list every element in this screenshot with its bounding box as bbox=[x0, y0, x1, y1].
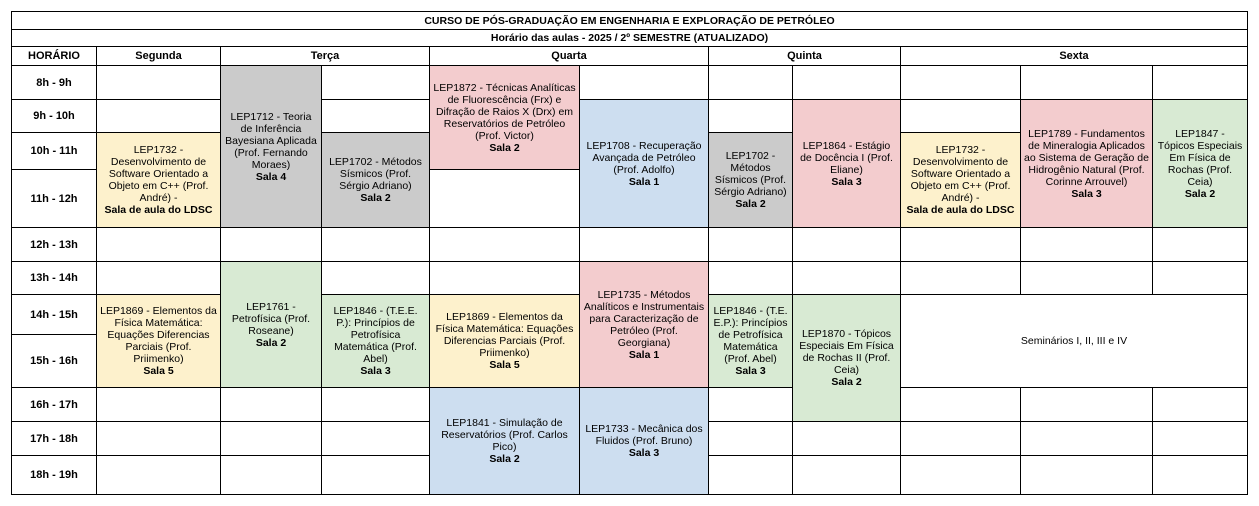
empty-slot bbox=[96, 99, 221, 133]
time-slot: 12h - 13h bbox=[11, 227, 97, 262]
empty-slot bbox=[708, 99, 793, 133]
course-block bbox=[1152, 99, 1248, 228]
empty-slot bbox=[321, 65, 430, 100]
empty-slot bbox=[220, 455, 322, 495]
course-text: LEP1733 - Mecânica dos Fluidos (Prof. Bruno) bbox=[585, 423, 703, 447]
empty-slot bbox=[792, 455, 901, 495]
course-room: Sala 5 bbox=[489, 359, 520, 371]
course-room: Sala 2 bbox=[735, 198, 766, 210]
empty-slot bbox=[1020, 455, 1153, 495]
empty-slot bbox=[792, 65, 901, 100]
course-block bbox=[1020, 99, 1153, 228]
empty-slot bbox=[1020, 65, 1153, 100]
empty-slot bbox=[96, 455, 221, 495]
time-slot: 8h - 9h bbox=[11, 65, 97, 100]
course-text: LEP1708 - Recuperação Avançada de Petróleo (Prof. Adolfo) bbox=[586, 139, 702, 176]
empty-slot bbox=[792, 421, 901, 456]
empty-slot bbox=[708, 421, 793, 456]
course-room: Sala 2 bbox=[831, 376, 862, 388]
course-block bbox=[429, 294, 580, 388]
empty-slot bbox=[579, 65, 709, 100]
empty-slot bbox=[900, 455, 1021, 495]
time-slot: 11h - 12h bbox=[11, 169, 97, 228]
course-text: LEP1872 - Técnicas Analíticas de Fluorescência (Frx) e Difração de Raios X (Drx) em Reservatórios de Petróleo (Prof. Victor) bbox=[433, 81, 576, 142]
empty-slot bbox=[220, 387, 322, 422]
course-block bbox=[708, 294, 793, 388]
column-header-wednesday: Quarta bbox=[429, 46, 709, 66]
course-text: LEP1735 - Métodos Analíticos e Instrumentais para Caracterização de Petróleo (Prof. Georgiana) bbox=[583, 288, 705, 349]
time-slot: 9h - 10h bbox=[11, 99, 97, 133]
empty-slot bbox=[321, 421, 430, 456]
empty-slot bbox=[579, 227, 709, 262]
seminars-block bbox=[900, 294, 1248, 388]
course-text: LEP1789 - Fundamentos de Mineralogia Aplicados ao Sistema de Geração de Hidrogênio Natural (Prof. Corinne Arrouvel) bbox=[1024, 127, 1149, 188]
course-room: Sala 3 bbox=[360, 365, 391, 377]
page-subtitle: Horário das aulas - 2025 / 2º SEMESTRE (ATUALIZADO) bbox=[11, 29, 1248, 47]
empty-slot bbox=[792, 261, 901, 295]
empty-slot bbox=[321, 455, 430, 495]
course-block bbox=[579, 99, 709, 228]
course-room: Sala 3 bbox=[831, 175, 862, 188]
empty-slot bbox=[1152, 455, 1248, 495]
empty-slot bbox=[429, 169, 580, 228]
time-slot: 16h - 17h bbox=[11, 387, 97, 422]
course-room: Sala 2 bbox=[489, 453, 520, 465]
course-room: Sala 2 bbox=[360, 192, 391, 204]
course-text: LEP1846 - (T.E. E.P.): Princípios de Petrofísica Matemática (Prof. Abel) bbox=[713, 305, 788, 365]
time-slot: 17h - 18h bbox=[11, 421, 97, 456]
course-text: LEP1712 - Teoria de Inferência Bayesiana Aplicada (Prof. Fernando Moraes) bbox=[225, 110, 317, 171]
time-slot: 13h - 14h bbox=[11, 261, 97, 295]
course-text: LEP1869 - Elementos da Física Matemática: Equações Diferencias Parciais (Prof. Priimenko) bbox=[100, 305, 217, 365]
course-text: LEP1846 - (T.E.E. P.): Princípios de Petrofísica Matemática (Prof. Abel) bbox=[333, 305, 418, 365]
course-block bbox=[792, 294, 901, 422]
empty-slot bbox=[708, 227, 793, 262]
empty-slot bbox=[96, 421, 221, 456]
empty-slot bbox=[900, 387, 1021, 422]
course-text: LEP1841 - Simulação de Reservatórios (Prof. Carlos Pico) bbox=[441, 417, 568, 453]
course-text: LEP1847 - Tópicos Especiais Em Física de Rochas (Prof. Ceia) bbox=[1157, 127, 1243, 188]
time-slot: 14h - 15h bbox=[11, 294, 97, 335]
course-block bbox=[220, 261, 322, 388]
course-block bbox=[429, 387, 580, 495]
empty-slot bbox=[1020, 387, 1153, 422]
time-slot: 10h - 11h bbox=[11, 132, 97, 170]
empty-slot bbox=[792, 227, 901, 262]
course-room: Sala de aula do LDSC bbox=[104, 204, 213, 216]
empty-slot bbox=[900, 227, 1021, 262]
course-block bbox=[96, 294, 221, 388]
course-room: Sala 1 bbox=[628, 348, 660, 361]
course-room: Sala 2 bbox=[255, 336, 287, 349]
empty-slot bbox=[220, 227, 322, 262]
course-block bbox=[792, 99, 901, 228]
course-block bbox=[220, 65, 322, 228]
course-room: Sala 1 bbox=[628, 175, 660, 188]
empty-slot bbox=[1152, 261, 1248, 295]
empty-slot bbox=[708, 387, 793, 422]
course-text: LEP1732 - Desenvolvimento de Software Orientado a Objeto em C++ (Prof. André) - bbox=[108, 144, 209, 204]
empty-slot bbox=[708, 65, 793, 100]
empty-slot bbox=[708, 261, 793, 295]
schedule-table bbox=[11, 11, 1248, 495]
course-text: LEP1864 - Estágio de Docência I (Prof. Eliane) bbox=[800, 139, 893, 176]
column-header-thursday: Quinta bbox=[708, 46, 901, 66]
course-block bbox=[579, 261, 709, 388]
course-text: LEP1702 - Métodos Sísmicos (Prof. Sérgio Adriano) bbox=[329, 156, 422, 192]
empty-slot bbox=[220, 421, 322, 456]
time-slot: 18h - 19h bbox=[11, 455, 97, 495]
empty-slot bbox=[1152, 227, 1248, 262]
column-header-tuesday: Terça bbox=[220, 46, 430, 66]
course-room: Sala 3 bbox=[1071, 187, 1102, 200]
empty-slot bbox=[900, 65, 1021, 100]
course-room: Sala 4 bbox=[255, 170, 287, 183]
course-room: Sala 5 bbox=[143, 365, 174, 377]
course-text: LEP1702 - Métodos Sísmicos (Prof. Sérgio Adriano) bbox=[714, 150, 787, 198]
course-text: LEP1732 - Desenvolvimento de Software Orientado a Objeto em C++ (Prof. André) - bbox=[910, 144, 1011, 204]
course-block bbox=[321, 294, 430, 388]
course-text: LEP1761 - Petrofísica (Prof. Roseane) bbox=[231, 300, 311, 337]
course-block bbox=[579, 387, 709, 495]
column-header-monday: Segunda bbox=[96, 46, 221, 66]
empty-slot bbox=[900, 261, 1021, 295]
empty-slot bbox=[96, 227, 221, 262]
course-room: Sala 3 bbox=[628, 447, 660, 459]
course-room: Sala 2 bbox=[1184, 187, 1216, 200]
empty-slot bbox=[1152, 421, 1248, 456]
column-header-time: HORÁRIO bbox=[11, 46, 97, 66]
course-room: Sala de aula do LDSC bbox=[906, 204, 1015, 216]
empty-slot bbox=[900, 99, 1021, 133]
empty-slot bbox=[1020, 227, 1153, 262]
page-title: CURSO DE PÓS-GRADUAÇÃO EM ENGENHARIA E EXPLORAÇÃO DE PETRÓLEO bbox=[11, 11, 1248, 30]
course-text: LEP1869 - Elementos da Física Matemática: Equações Diferencias Parciais (Prof. Priimenko) bbox=[435, 311, 574, 359]
course-block bbox=[321, 132, 430, 228]
course-block bbox=[708, 132, 793, 228]
empty-slot bbox=[96, 261, 221, 295]
empty-slot bbox=[1020, 421, 1153, 456]
course-block bbox=[96, 132, 221, 228]
course-block bbox=[429, 65, 580, 170]
course-text: LEP1870 - Tópicos Especiais Em Física de Rochas II (Prof. Ceia) bbox=[799, 328, 894, 376]
course-block bbox=[900, 132, 1021, 228]
empty-slot bbox=[321, 99, 430, 133]
empty-slot bbox=[1152, 387, 1248, 422]
empty-slot bbox=[429, 261, 580, 295]
empty-slot bbox=[321, 387, 430, 422]
time-slot: 15h - 16h bbox=[11, 334, 97, 388]
course-room: Sala 3 bbox=[735, 365, 766, 377]
empty-slot bbox=[96, 387, 221, 422]
empty-slot bbox=[1152, 65, 1248, 100]
empty-slot bbox=[321, 227, 430, 262]
empty-slot bbox=[1020, 261, 1153, 295]
empty-slot bbox=[900, 421, 1021, 456]
empty-slot bbox=[429, 227, 580, 262]
empty-slot bbox=[96, 65, 221, 100]
empty-slot bbox=[708, 455, 793, 495]
column-header-friday: Sexta bbox=[900, 46, 1248, 66]
seminars-text: Seminários I, II, III e IV bbox=[1020, 335, 1128, 347]
empty-slot bbox=[321, 261, 430, 295]
course-room: Sala 2 bbox=[489, 141, 520, 154]
